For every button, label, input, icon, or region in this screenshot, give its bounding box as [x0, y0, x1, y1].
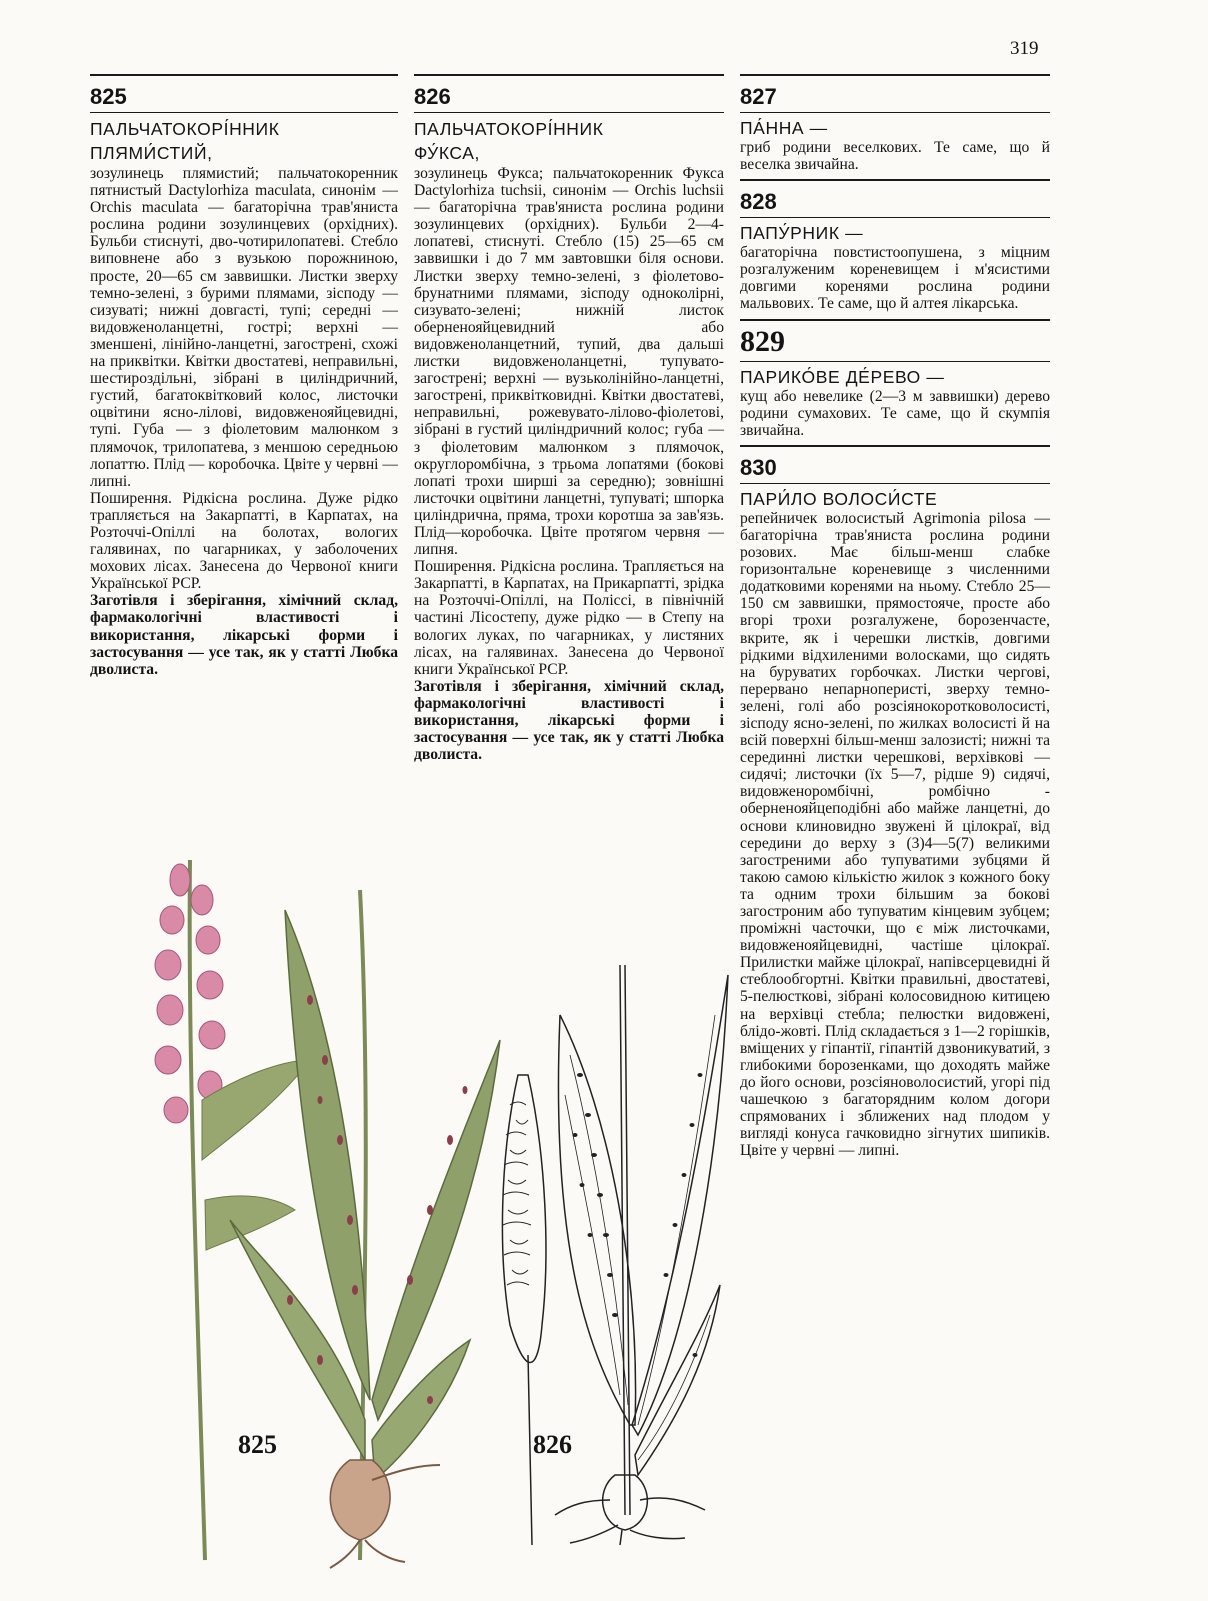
entry-rule-thin [414, 112, 724, 113]
title-line: ПЛЯМИ́СТИЙ, [90, 143, 213, 163]
entry-title: ПАРИ́ЛО ВОЛОСИ́СТЕ [740, 488, 938, 509]
entry-rule-thin [740, 217, 1050, 218]
entry-paragraph: Заготівля і зберігання, хімічний склад, фармакологічні властивості і використання, лікарські форми і застосування — усе так, як у статті Любка дволиста. [414, 677, 724, 764]
title-line: ФУ́КСА, [414, 143, 481, 163]
entry-rule-thin [740, 361, 1050, 362]
entry-body [740, 139, 1050, 173]
entry-paragraph: репейничек волосистый Agrimonia pilosa — багаторічна трав'яниста рослина родини розових. Має більш-менш слабке горизонтальне кореневище з численними додатковими коренями на ньому. Стебло 25—150 см заввишки, прямостояче, просте або вгорі трохи розгалужене, борозенчасте, вкрите, як і черешки листків, довгими рідкими відхиленими волосками, що сидять на буруватих горбочках. Листки чергові, перервано непарноперисті, зверху темно-зелені, голі або розсіянокоротковолосисті, зісподу ясно-зелені, по жилках волосисті й на всій поверхні більш-менш залозисті; нижні та серединні листки черешкові, верхівкові — сидячі; листочки (їх 5—7, рідше 9) сидячі, видовженоромбічні, ромбічно - оберненояйцеподібні або майже ланцетні, до основи клиновидно звужені й цілокраї, від середини до верху з (3)4—5(7) великими загостреними або тупуватими зубцями й такою самою кількістю жилок з кожного боку та одним трохи більшим за бокові загостроним або тупуватим кінцевим зубцем; проміжні часточки, що є між листочками, видовженояйцевидні, частіше цілокраї. Прилистки майже цілокраї, напівсерцевидні й стеблообгортні. Квітки правильні, двостатеві, 5-пелюсткові, зібрані колосовидною китицею на верхівці стебла; пелюстки видовжені, блідо-жовті. Плід складається з 1—2 горішків, вміщених у гіпантії, гіпантій дзвоникуватий, з глибокими борозенками, що доходять майже до його основи, розсіяноволосистий, угорі під чашечкою з багаторядним колом догори спрямованих і зближених над плодом у вигляді конуса гачковидно зігнутих шипиків. Цвіте у червні — липні. [740, 509, 1050, 1160]
entry-827 [740, 74, 1050, 173]
entry-825 [90, 74, 398, 678]
entry-title [90, 117, 398, 165]
column-left [90, 74, 398, 678]
page-number: 319 [1010, 38, 1039, 59]
entry-number: 826 [414, 84, 451, 109]
entry-paragraph: Поширення. Рідкісна рослина. Дуже рідко трапляється на Закарпатті, в Карпатах, на Розточчі-Опіллі на болотах, вологих галявинах, по чагарниках, у заболочених мохових лісах. Занесена до Червоної книги Української РСР. [90, 489, 398, 593]
entry-paragraph: кущ або невелике (2—3 м заввишки) дерево родини сумахових. Те саме, що й скумпія звичайна. [740, 387, 1050, 439]
orchid-826-illustration [470, 955, 735, 1545]
title-line: ПАЛЬЧАТОКОРІ́ННИК [90, 119, 280, 139]
entry-paragraph: зозулинець Фукса; пальчатокоренник Фукса Dactylorhiza tuchsii, синонім — Orchis luchsii — багаторічна трав'яниста рослина родини зозулинцевих (орхідних). Бульби 2—4-лопатеві, стиснуті. Стебло (15) 25—65 см заввишки і до 7 мм завтовшки біля основи. Листки зверху темно-зелені, з фіолетово-брунатними плямами, зісподу одноколірні, сизувато-зелені; нижній листок оберненояйцевидний або видовженоланцетний, тупий, два дальші листки видовженоланцетні, тупувато-загострені; верхні — вузьколінійно-ланцетні, загострені, приквітковидні. Квітки двостатеві, неправильні, рожевувато-лілово-фіолетові, зібрані в густий циліндричний колос; губа — з фіолетовим малюнком з плямочок, округлоромбічна, з трьома лопатями (бокові лопаті трохи ширші за середню); зовнішні листочки оцвітини ланцетні, тупуваті; шпорка циліндрична, пряма, трохи коротша за зав'язь. Плід—коробочка. Цвіте протягом червня — липня. [414, 165, 724, 559]
entry-paragraph: гриб родини веселкових. Те саме, що й веселка звичайна. [740, 139, 1050, 174]
entry-paragraph: багаторічна повстистоопушена, з міцним розгалуженим кореневищем і м'ясистими довгими коренями рослина родини мальвових. Те саме, що й алтея лікарська. [740, 244, 1050, 313]
entry-829 [740, 319, 1050, 439]
entry-number: 827 [740, 84, 777, 109]
entry-title [414, 117, 724, 165]
entry-paragraph: зозулинець плямистий; пальчатокоренник пятнистый Dactylorhiza maculata, синонім — Orchis maculata — багаторічна трав'яниста рослина родини зозулинцевих (орхідних). Бульби стиснуті, дво-чотирилопатеві. Стебло виповнене або з вузькою порожниною, просте, 20—65 см заввишки. Листки зверху темно-зелені, з бурими плямами, зісподу — сизуваті; нижні довгасті, тупі; середні — видовженоланцетні, гострі; верхні — зменшені, лінійно-ланцетні, загострені, схожі на приквітки. Квітки двостатеві, неправильні, шестироздільні, зібрані в циліндричний, густий, багатоквітковий колос, листочки оцвітини ясно-лілові, видовженояйцевидні, тупі. Губа — з фіолетовим малюнком з плямочок, трилопатева, з меншою середньою лопаттю. Плід — коробочка. Цвіте у червні — липні. [90, 165, 398, 490]
entry-826 [414, 74, 724, 763]
orchid-825-illustration [110, 840, 510, 1570]
entry-body [414, 165, 724, 763]
entry-title: ПА́ННА — [740, 118, 828, 138]
title-line: ПАЛЬЧАТОКОРІ́ННИК [414, 119, 604, 139]
entry-body [740, 510, 1050, 1160]
entry-body [740, 388, 1050, 439]
entry-number: 825 [90, 84, 127, 109]
entry-body [740, 244, 1050, 312]
entry-number: 828 [740, 189, 777, 215]
figure-label-825: 825 [238, 1430, 277, 1459]
figure-label-826: 826 [533, 1430, 572, 1459]
entry-paragraph: Поширення. Рідкісна рослина. Трапляється на Закарпатті, в Карпатах, на Прикарпатті, зрідка на Розточчі-Опіллі, на Поліссі, в північній частині Лісостепу, дуже рідко — в Степу на вологих луках, по чагарниках, у листяних лісах, на галявинах. Занесена до Червоної книги Української РСР. [414, 558, 724, 678]
entry-number: 830 [740, 454, 777, 480]
entry-title: ПАРИКО́ВЕ ДЕ́РЕВО — [740, 366, 945, 387]
entry-rule-thin [90, 112, 398, 113]
entry-body [90, 165, 398, 678]
entry-rule-thin [740, 112, 1050, 113]
entry-830 [740, 445, 1050, 1160]
column-right [740, 74, 1050, 1159]
entry-828 [740, 179, 1050, 312]
entry-number: 829 [740, 324, 785, 358]
column-middle [414, 74, 724, 763]
entry-paragraph: Заготівля і зберігання, хімічний склад, фармакологічні властивості і використання, лікарські форми і застосування — усе так, як у статті Любка дволиста. [90, 592, 398, 678]
entry-rule-thin [740, 483, 1050, 484]
entry-title: ПАПУ́РНИК — [740, 223, 864, 244]
